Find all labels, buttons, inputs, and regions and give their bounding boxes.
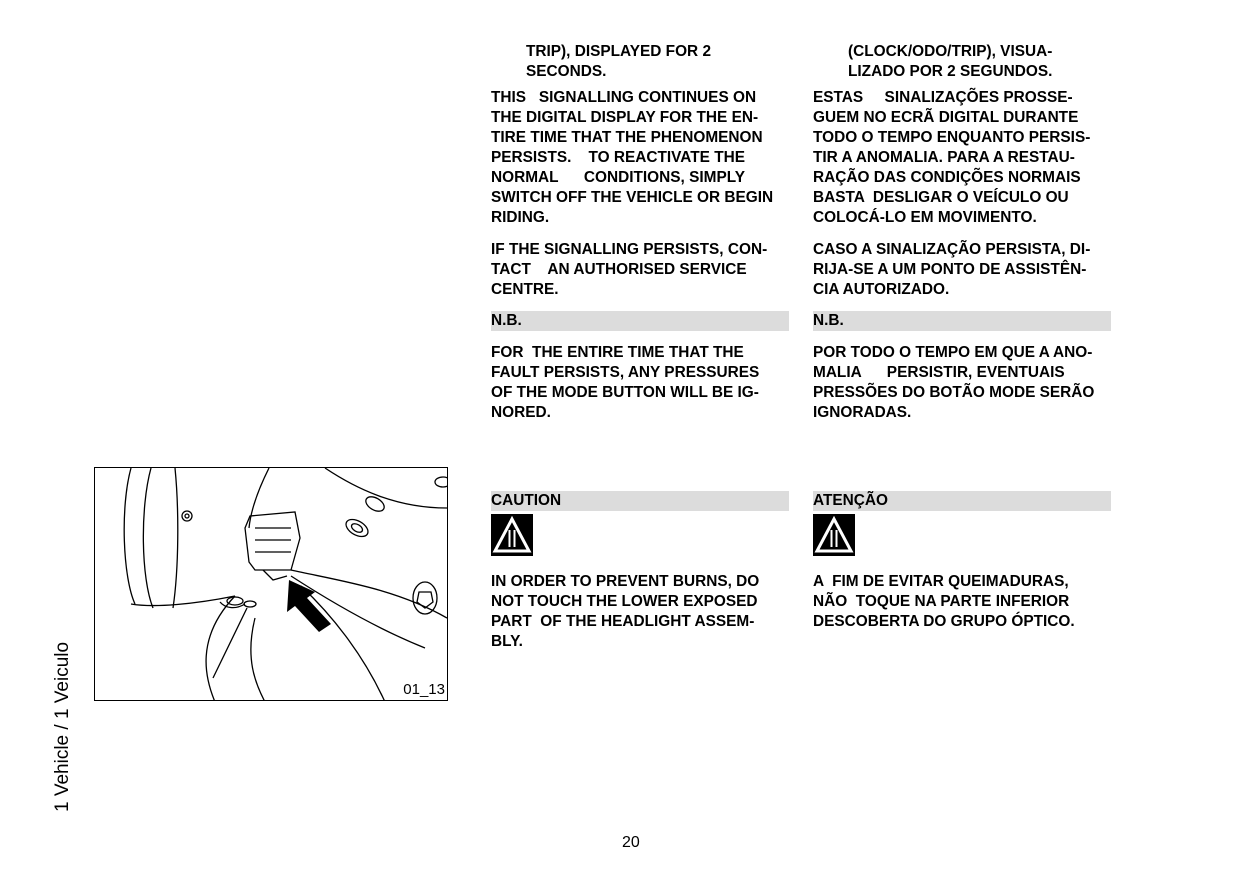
text-line: POR TODO O TEMPO EM QUE A ANO- <box>813 344 1093 361</box>
nb-heading: N.B. <box>813 311 1111 331</box>
text-line: RAÇÃO DAS CONDIÇÕES NORMAIS <box>813 169 1081 186</box>
text-line: FOR THE ENTIRE TIME THAT THE <box>491 344 744 361</box>
atencao-heading: ATENÇÃO <box>813 491 1111 511</box>
text-line: CENTRE. <box>491 281 559 298</box>
text-line: PERSISTS. TO REACTIVATE THE <box>491 149 745 166</box>
intro-line: LIZADO POR 2 SEGUNDOS. <box>848 63 1053 80</box>
caution-heading: CAUTION <box>491 491 789 511</box>
text-line: RIJA-SE A UM PONTO DE ASSISTÊN- <box>813 261 1087 278</box>
text-line: THIS SIGNALLING CONTINUES ON <box>491 89 757 106</box>
warning-triangle-icon <box>813 514 855 556</box>
paragraph-nb <box>813 343 1113 423</box>
text-line: IF THE SIGNALLING PERSISTS, CON- <box>491 241 768 258</box>
paragraph-persists <box>491 240 791 300</box>
warning-triangle-icon <box>491 514 533 556</box>
text-line: FAULT PERSISTS, ANY PRESSURES <box>491 364 760 381</box>
text-line: OF THE MODE BUTTON WILL BE IG- <box>491 384 759 401</box>
text-line: A FIM DE EVITAR QUEIMADURAS, <box>813 573 1069 590</box>
headlight-figure <box>94 467 448 701</box>
text-line: IGNORADAS. <box>813 404 912 421</box>
text-line: THE DIGITAL DISPLAY FOR THE EN- <box>491 109 759 126</box>
text-line: SWITCH OFF THE VEHICLE OR BEGIN <box>491 189 774 206</box>
intro-line: SECONDS. <box>526 63 607 80</box>
headlight-illustration <box>95 468 448 701</box>
text-line: MALIA PERSISTIR, EVENTUAIS <box>813 364 1065 381</box>
text-line: TODO O TEMPO ENQUANTO PERSIS- <box>813 129 1091 146</box>
caution-text <box>491 572 759 652</box>
text-line: NORMAL CONDITIONS, SIMPLY <box>491 169 745 186</box>
text-line: TIRE TIME THAT THE PHENOMENON <box>491 129 763 146</box>
english-column <box>491 42 791 423</box>
text-line: NOT TOUCH THE LOWER EXPOSED <box>491 593 758 610</box>
intro-line: (CLOCK/ODO/TRIP), VISUA- <box>848 43 1053 60</box>
text-line: TIR A ANOMALIA. PARA A RESTAU- <box>813 149 1075 166</box>
paragraph-signalling <box>491 88 791 228</box>
text-line: CIA AUTORIZADO. <box>813 281 950 298</box>
paragraph-persists <box>813 240 1113 300</box>
text-line: COLOCÁ-LO EM MOVIMENTO. <box>813 209 1037 226</box>
intro-line: TRIP), DISPLAYED FOR 2 <box>526 43 712 60</box>
portuguese-column <box>813 42 1113 423</box>
page-number: 20 <box>622 834 640 851</box>
paragraph-signalling <box>813 88 1113 228</box>
text-line: BLY. <box>491 633 523 650</box>
text-line: BASTA DESLIGAR O VEÍCULO OU <box>813 189 1069 206</box>
text-line: IN ORDER TO PREVENT BURNS, DO <box>491 573 760 590</box>
text-line: NÃO TOQUE NA PARTE INFERIOR <box>813 593 1070 610</box>
text-line: ESTAS SINALIZAÇÕES PROSSE- <box>813 89 1073 106</box>
text-line: CASO A SINALIZAÇÃO PERSISTA, DI- <box>813 241 1091 258</box>
text-line: PART OF THE HEADLIGHT ASSEM- <box>491 613 755 630</box>
text-line: NORED. <box>491 404 551 421</box>
figure-label: 01_13 <box>403 681 445 698</box>
text-line: GUEM NO ECRÃ DIGITAL DURANTE <box>813 109 1079 126</box>
atencao-text <box>813 572 1075 632</box>
nb-heading: N.B. <box>491 311 789 331</box>
text-line: TACT AN AUTHORISED SERVICE <box>491 261 747 278</box>
paragraph-nb <box>491 343 791 423</box>
text-line: DESCOBERTA DO GRUPO ÓPTICO. <box>813 613 1075 630</box>
text-line: PRESSÕES DO BOTÃO MODE SERÃO <box>813 384 1095 401</box>
text-line: RIDING. <box>491 209 550 226</box>
side-section-label: 1 Vehicle / 1 Veiculo <box>52 641 73 812</box>
